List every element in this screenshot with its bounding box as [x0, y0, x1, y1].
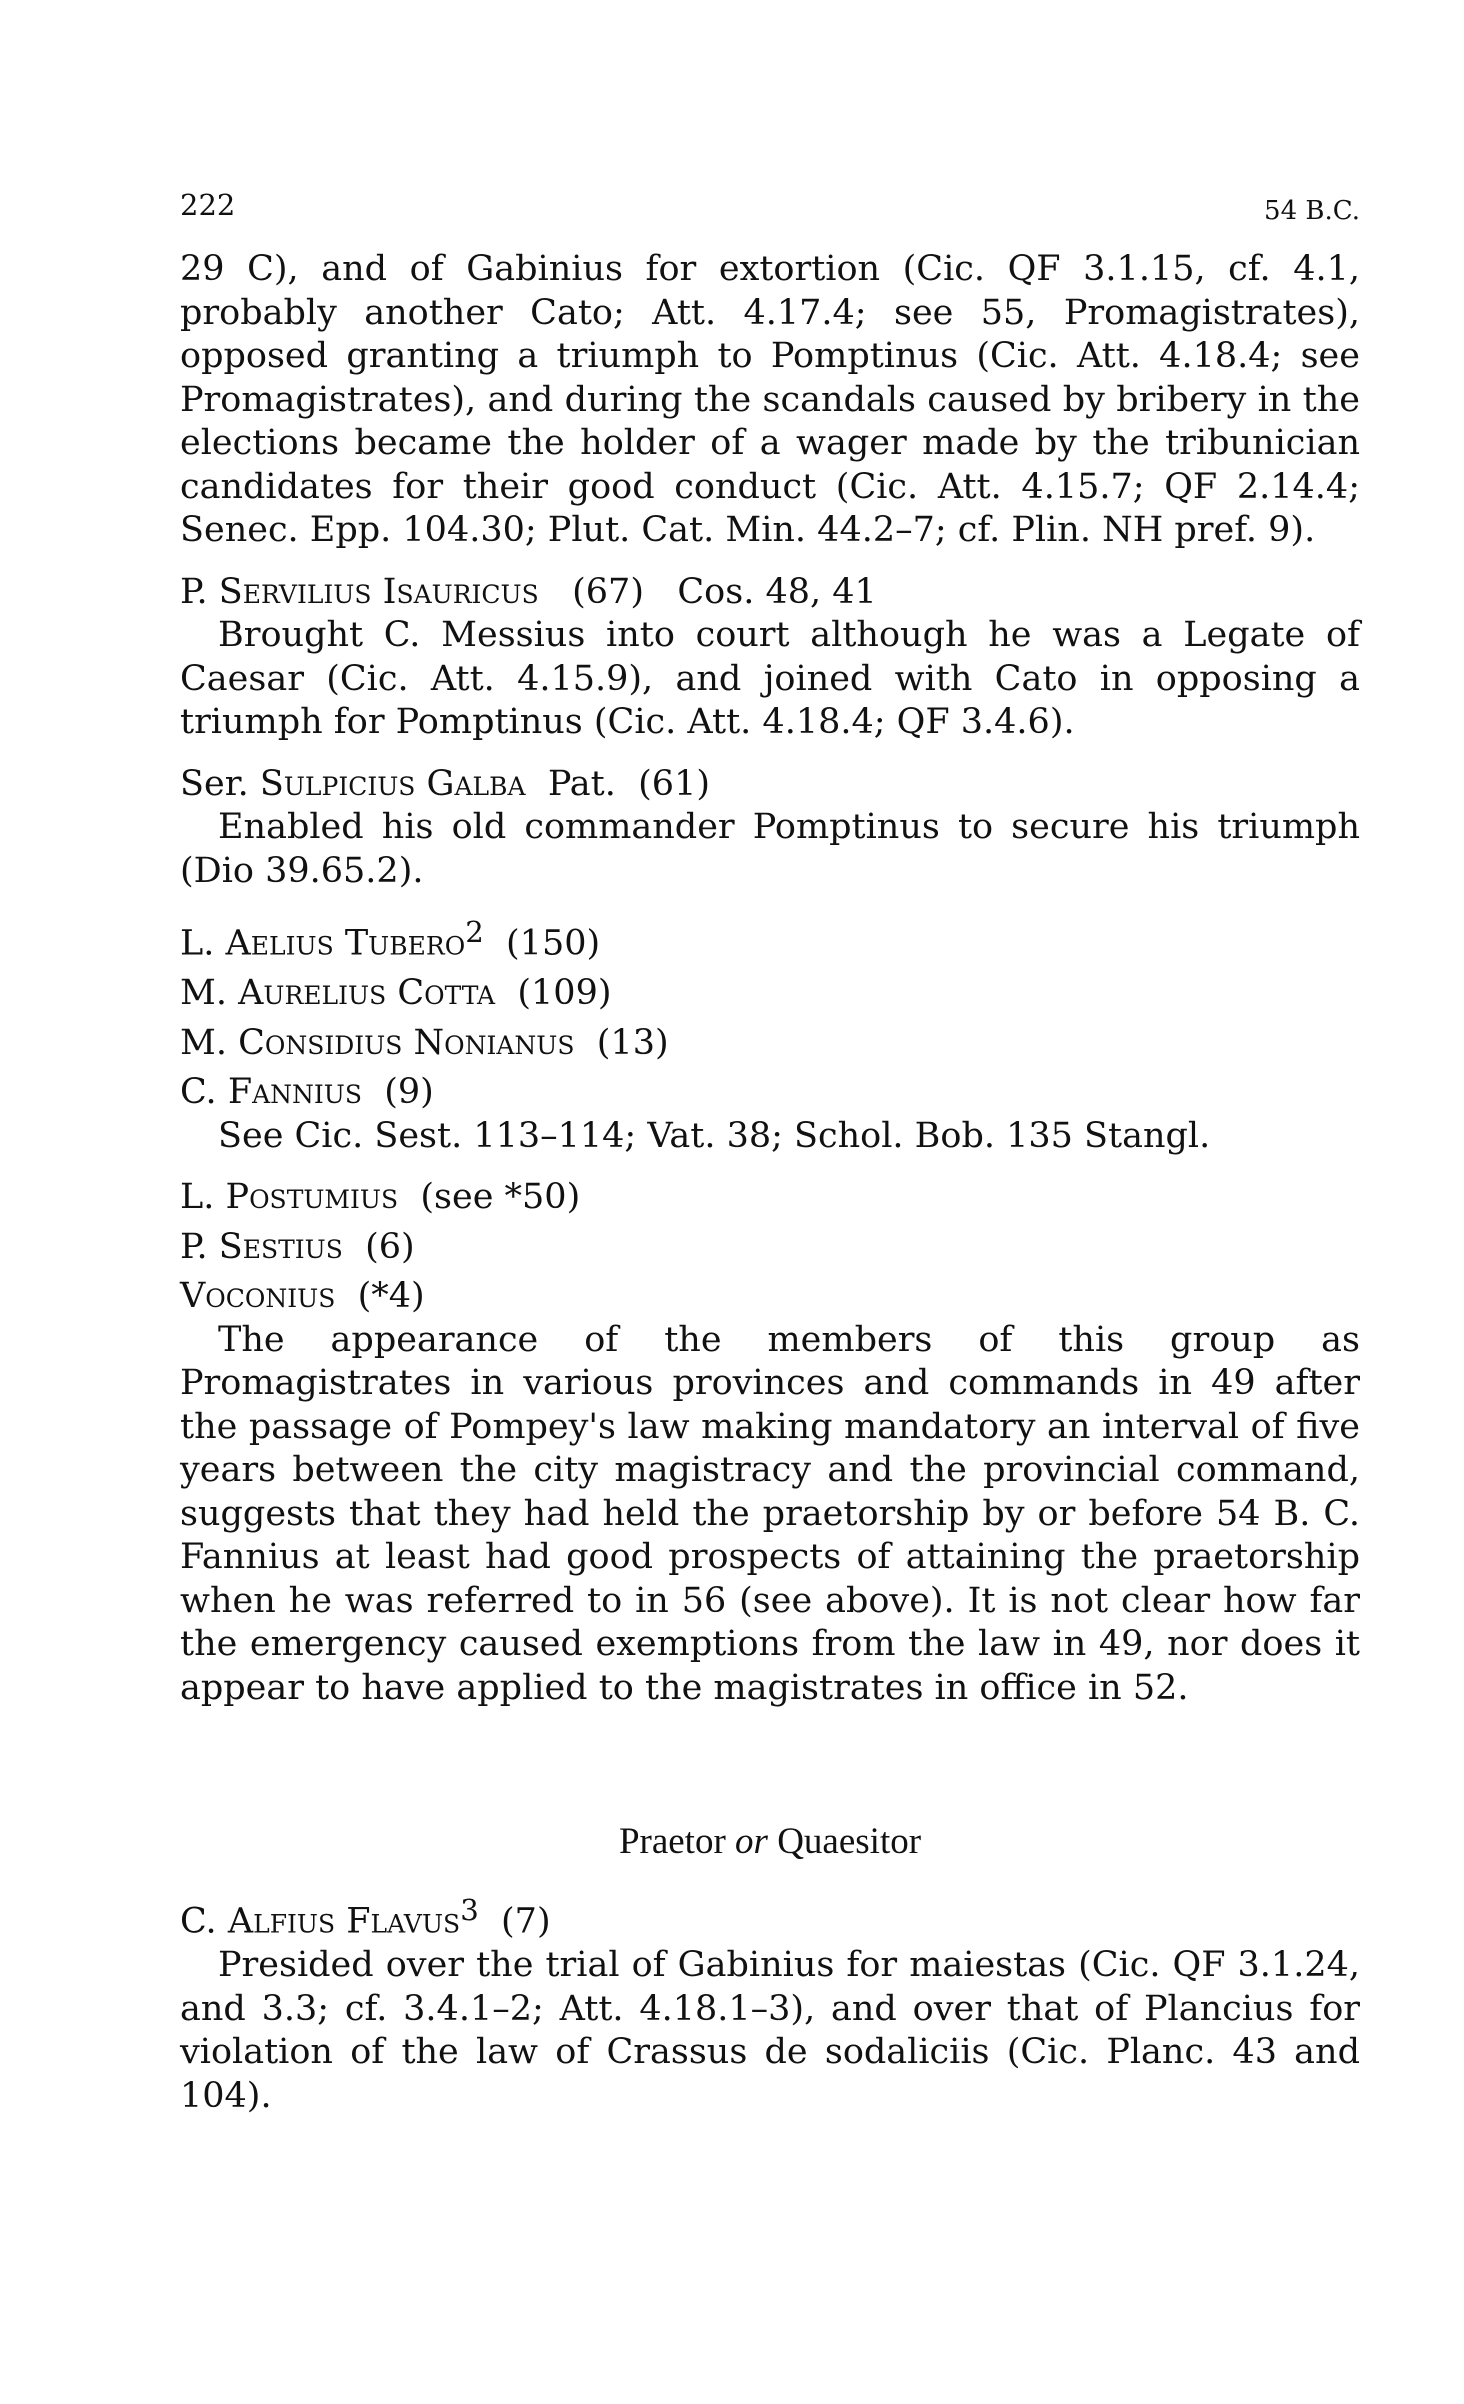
entry-reference: (9)	[384, 1072, 434, 1113]
entry-reference: (6)	[365, 1226, 415, 1267]
page-number: 222	[180, 188, 236, 222]
entry-name: Fannius	[227, 1072, 362, 1113]
entry-name: Alfius Flavus	[227, 1901, 461, 1942]
entry-reference: (see *50)	[420, 1177, 581, 1218]
entry-name: Sestius	[218, 1226, 343, 1267]
entry-heading	[180, 571, 1360, 615]
entry-reference: Pat.	[547, 763, 616, 804]
entry-reference: (109)	[517, 973, 612, 1014]
running-head: 54 B.C.	[1264, 196, 1360, 226]
magistrate-entry	[180, 1889, 1360, 2118]
entry-heading	[180, 1226, 1360, 1270]
magistrate-group	[180, 1176, 1360, 1710]
entry-reference: (7)	[501, 1901, 551, 1942]
entry-heading	[180, 1275, 1360, 1319]
entry-praenomen: P.	[180, 1226, 208, 1267]
entry-name: Aelius Tubero	[225, 923, 466, 964]
entry-reference: (67)	[572, 571, 644, 612]
entry-heading	[180, 1022, 1360, 1066]
entry-name: Postumius	[225, 1177, 399, 1218]
entry-praenomen: Ser.	[180, 763, 249, 804]
entry-reference: (13)	[596, 1022, 669, 1063]
entry-extra: Cos. 48, 41	[677, 571, 877, 612]
entry-body: Enabled his old commander Pomptinus to secure his triumph (Dio 39.65.2).	[180, 807, 1360, 891]
entry-heading	[180, 763, 1360, 807]
entry-name: Voconius	[180, 1276, 336, 1317]
entry-extra: (61)	[638, 763, 710, 804]
entry-body: Presided over the trial of Gabinius for maiestas (Cic. QF 3.1.24, and 3.3; cf. 3.4.1–2; Att. 4.18.1–3), and over that of Plancius for violation of the law of Crassus de sodaliciis (Cic. Planc. 43 and 104).	[180, 1945, 1360, 2116]
section-title: Praetor or Quaesitor	[618, 1821, 922, 1863]
entry-name: Aurelius Cotta	[238, 973, 496, 1014]
entry-body: Brought C. Messius into court although he was a Legate of Caesar (Cic. Att. 4.15.9), and joined with Cato in opposing a triumph for Pomptinus (Cic. Att. 4.18.4; QF 3.4.6).	[180, 615, 1360, 742]
page	[180, 188, 1360, 2118]
entry-praenomen: C.	[180, 1072, 217, 1113]
entry-praenomen: L.	[180, 923, 215, 964]
footnote-marker: 3	[460, 1893, 479, 1928]
entry-heading	[180, 1176, 1360, 1220]
intro-paragraph: 29 C), and of Gabinius for extortion (Cic. QF 3.1.15, cf. 4.1, probably another Cato; Att. 4.17.4; see 55, Promagistrates), opposed granting a triumph to Pomptinus (Cic. Att. 4.18.4; see Promagistrates), and during the scandals caused by bribery in the elections became the holder of a wager made by the tribunician candidates for their good conduct (Cic. Att. 4.15.7; QF 2.14.4; Senec. Epp. 104.30; Plut. Cat. Min. 44.2–7; cf. Plin. NH pref. 9).	[180, 249, 1360, 550]
magistrate-group	[180, 911, 1360, 1158]
entry-body: The appearance of the members of this group as Promagistrates in various provinces and commands in 49 after the passage of Pompey's law making mandatory an interval of five years between the city magistracy and the provincial command, suggests that they had held the praetorship by or before 54 B. C. Fannius at least had good prospects of attaining the praetorship when he was referred to in 56 (see above). It is not clear how far the emergency caused exemptions from the law in 49, nor does it appear to have applied to the magistrates in office in 52.	[180, 1319, 1360, 1708]
entry-heading	[180, 911, 1360, 966]
entry-heading	[180, 1889, 1360, 1944]
entry-praenomen: M.	[180, 1022, 227, 1063]
entry-praenomen: L.	[180, 1177, 215, 1218]
entry-name: Considius Nonianus	[238, 1022, 575, 1063]
entry-heading	[180, 972, 1360, 1016]
page-header	[180, 188, 1360, 248]
entry-reference: (*4)	[357, 1276, 425, 1317]
entry-name: Sulpicius Galba	[259, 763, 526, 804]
entry-praenomen: P.	[180, 571, 208, 612]
entry-reference: (150)	[506, 923, 601, 964]
entry-name: Servilius Isauricus	[218, 571, 539, 612]
entry-body: See Cic. Sest. 113–114; Vat. 38; Schol. Bob. 135 Stangl.	[218, 1115, 1211, 1156]
entry-heading	[180, 1071, 1360, 1115]
magistrate-entry	[180, 763, 1360, 894]
magistrate-entry	[180, 571, 1360, 745]
footnote-marker: 2	[465, 915, 484, 949]
entry-praenomen: M.	[180, 973, 227, 1014]
entry-praenomen: C.	[180, 1901, 217, 1942]
